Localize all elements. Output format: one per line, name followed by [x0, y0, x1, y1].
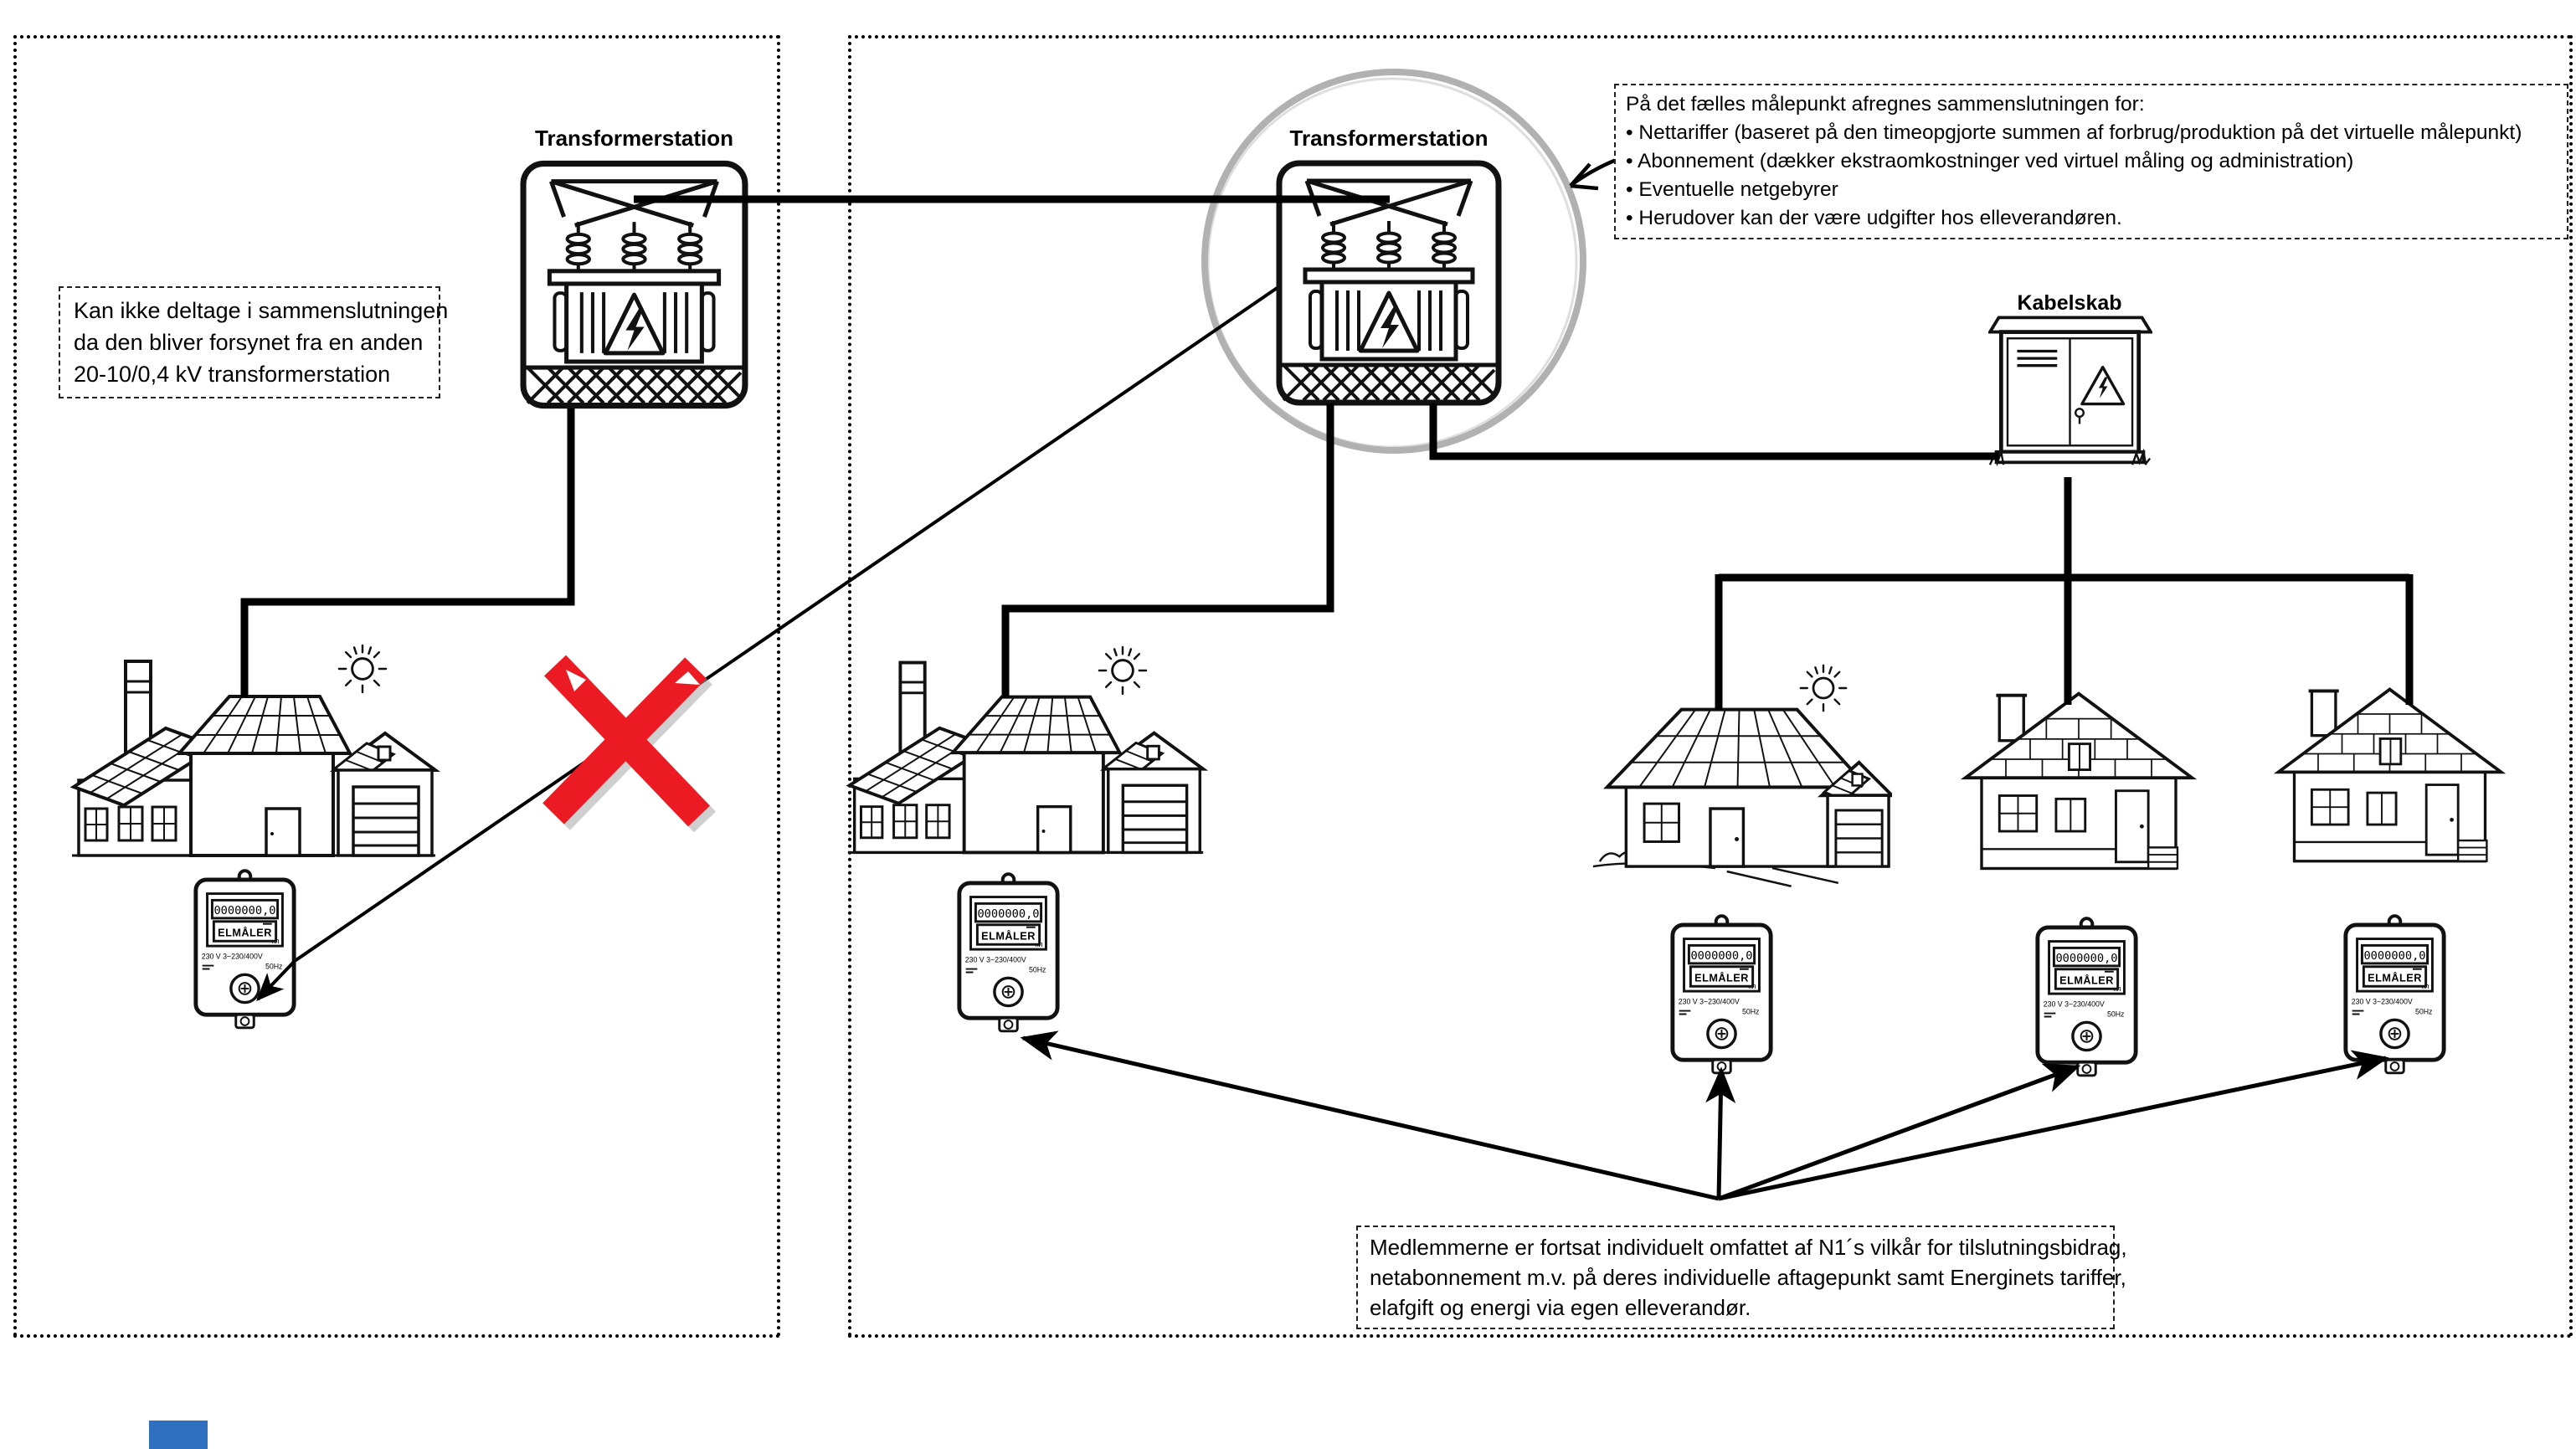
members-terms-note	[1356, 1225, 2127, 1329]
billing-title: På det fælles målepunkt afregnes sammenslutningen for:	[1626, 93, 2145, 116]
billing-bullet: • Eventuelle netgebyrer	[1626, 178, 1838, 201]
note-line: elafgift og energi via egen elleverandør.	[1370, 1295, 1751, 1320]
arrow-to-factory-meter	[1023, 1038, 1719, 1199]
rejected-line-arrowhead	[258, 961, 295, 999]
cannot-participate-note	[59, 286, 449, 398]
note-line: 20-10/0,4 kV transformerstation	[74, 362, 391, 387]
left-factory-feed-line	[244, 408, 571, 697]
kabelskab-label: Kabelskab	[2017, 291, 2122, 315]
transformer-right-label: Transformerstation	[1289, 126, 1489, 151]
billing-bullet: • Abonnement (dækker ekstraomkostninger ved virtuel måling og administration)	[1626, 150, 2354, 172]
kabelskab-feed-line	[1433, 403, 1999, 456]
note-line: netabonnement m.v. på deres individuelle aftagepunkt samt Energinets tariffer,	[1370, 1265, 2126, 1290]
note-line: Medlemmerne er fortsat individuelt omfattet af N1´s vilkår for tilslutningsbidrag,	[1370, 1235, 2127, 1260]
note-line: Kan ikke deltage i sammenslutningen	[74, 298, 449, 323]
billing-bullet: • Herudover kan der være udgifter hos elleverandøren.	[1626, 207, 2122, 229]
right-factory-feed-line	[1005, 403, 1330, 698]
transformer-left-label: Transformerstation	[535, 126, 733, 151]
rejected-cross-icon	[553, 665, 705, 822]
billing-note	[1614, 84, 2568, 239]
arrow-to-house3-meter	[1719, 1058, 2386, 1199]
arrow-to-house1-meter	[1719, 1070, 1721, 1199]
note-line: da den bliver forsynet fra en anden	[74, 330, 424, 355]
billing-bullet: • Nettariffer (baseret på den timeopgjorte summen af forbrug/produktion på det virtuelle målepunkt)	[1626, 121, 2522, 144]
